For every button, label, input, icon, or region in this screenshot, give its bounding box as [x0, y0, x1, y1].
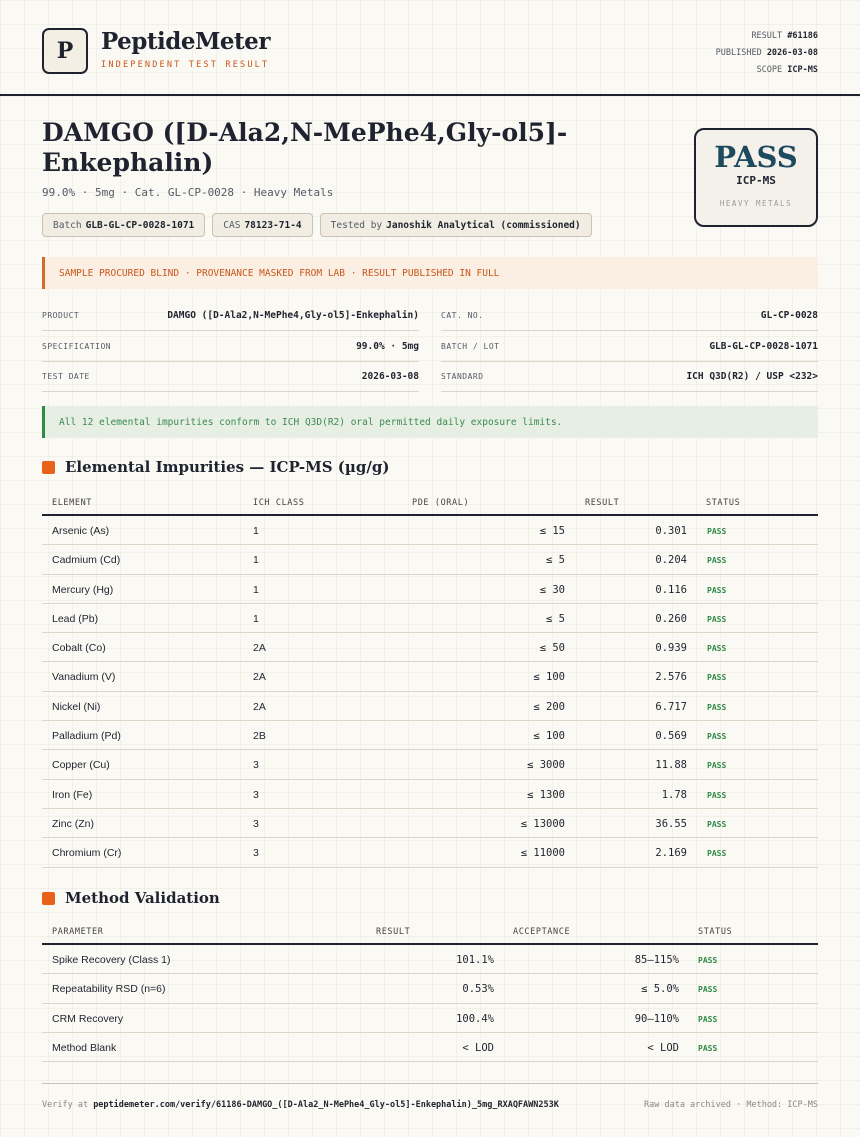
result-value: < LOD [462, 1041, 494, 1054]
result-value: 100.4% [456, 1012, 494, 1025]
table-row [42, 692, 818, 721]
result-value: 6.717 [655, 700, 687, 713]
ich-class: 2A [253, 642, 266, 655]
parameter-name: Spike Recovery (Class 1) [52, 954, 171, 966]
table-row [42, 750, 818, 779]
verify-link-line: Verify at peptidemeter.com/verify/61186-DAMGO_([D-Ala2_N-MePhe4_Gly-ol5]-Enkephalin)_5mg_RXAQFAWN253K [42, 1100, 559, 1110]
table-row [42, 545, 818, 574]
status-badge: PASS [707, 644, 727, 654]
acceptance-value: 90–110% [634, 1012, 679, 1025]
product-chips [42, 213, 592, 237]
impurities-table-header: ELEMENT ICH CLASS PDE (ORAL) RESULT STATUS [42, 487, 818, 516]
ich-class: 1 [253, 612, 259, 625]
meta-result: RESULT #61186 [751, 31, 818, 41]
ich-class: 3 [253, 817, 259, 830]
section-marker-icon [42, 461, 55, 474]
status-badge: PASS [707, 673, 727, 683]
spec-product: PRODUCT DAMGO ([D-Ala2,N-MePhe4,Gly-ol5]-Enkephalin) [42, 301, 419, 331]
impurities-heading: Elemental Impurities — ICP-MS (µg/g) [42, 458, 389, 476]
result-value: 0.301 [655, 525, 687, 537]
parameter-name: Repeatability RSD (n=6) [52, 983, 166, 996]
status-badge: PASS [698, 956, 718, 965]
batch-chip: Batch GLB-GL-CP-0028-1071 [42, 213, 205, 237]
validation-table [42, 916, 818, 1062]
status-badge: PASS [707, 527, 727, 536]
pde-limit: ≤ 1300 [527, 788, 565, 801]
element-name: Lead (Pb) [52, 612, 99, 625]
result-value: 0.260 [655, 612, 687, 625]
result-value: 0.116 [655, 583, 687, 596]
ich-class: 2A [253, 671, 266, 684]
verdict-method: ICP-MS [736, 174, 776, 187]
verify-link[interactable]: peptidemeter.com/verify/61186-DAMGO_([D-Ala2_N-MePhe4_Gly-ol5]-Enkephalin)_5mg_RXAQFAWN253K [93, 1100, 559, 1110]
spec-batch-lot: BATCH / LOT GLB-GL-CP-0028-1071 [441, 332, 818, 362]
pde-limit: ≤ 13000 [520, 817, 565, 830]
ich-class: 2A [253, 700, 266, 713]
ich-class: 3 [253, 759, 259, 772]
pde-limit: ≤ 15 [539, 525, 565, 537]
pde-limit: ≤ 5 [546, 554, 565, 567]
result-value: 0.204 [655, 554, 687, 567]
pde-limit: ≤ 100 [533, 671, 565, 684]
result-value: 1.78 [661, 788, 687, 801]
status-badge: PASS [707, 819, 727, 829]
parameter-name: Method Blank [52, 1041, 117, 1054]
acceptance-value: < LOD [647, 1041, 679, 1054]
section-marker-icon [42, 892, 55, 905]
product-subtitle: 99.0% · 5mg · Cat. GL-CP-0028 · Heavy Metals [42, 186, 334, 199]
table-row [42, 809, 818, 838]
spec-cat-no: CAT. NO. GL-CP-0028 [441, 301, 818, 331]
status-badge: PASS [707, 585, 727, 595]
table-row [42, 780, 818, 809]
table-row [42, 974, 818, 1003]
table-row [42, 516, 818, 545]
pde-limit: ≤ 3000 [527, 759, 565, 772]
validation-heading: Method Validation [42, 889, 220, 907]
spec-specification: SPECIFICATION 99.0% · 5mg [42, 332, 419, 362]
table-row [42, 633, 818, 662]
table-row [42, 838, 818, 867]
tested-by-chip: Tested by Janoshik Analytical (commissioned) [320, 213, 592, 237]
meta-scope: SCOPE ICP-MS [756, 65, 818, 75]
table-row [42, 1004, 818, 1033]
spec-test-date: TEST DATE 2026-03-08 [42, 362, 419, 392]
ich-class: 1 [253, 525, 259, 537]
status-badge: PASS [707, 732, 727, 742]
element-name: Mercury (Hg) [52, 583, 114, 596]
provenance-notice: SAMPLE PROCURED BLIND · PROVENANCE MASKED FROM LAB · RESULT PUBLISHED IN FULL [42, 257, 818, 289]
brand-name: PeptideMeter [101, 28, 270, 55]
acceptance-value: 85–115% [634, 954, 679, 966]
element-name: Nickel (Ni) [52, 700, 101, 713]
verdict-word: PASS [714, 140, 798, 174]
status-badge: PASS [707, 761, 727, 771]
status-badge: PASS [698, 1043, 718, 1053]
report-footer [42, 1083, 818, 1110]
result-value: 11.88 [655, 759, 687, 772]
status-badge: PASS [707, 556, 727, 566]
table-row [42, 721, 818, 750]
element-name: Cadmium (Cd) [52, 554, 121, 567]
ich-class: 3 [253, 847, 259, 860]
acceptance-value: ≤ 5.0% [641, 983, 679, 996]
element-name: Copper (Cu) [52, 759, 110, 772]
element-name: Zinc (Zn) [52, 817, 94, 830]
pde-limit: ≤ 11000 [520, 847, 565, 860]
table-row [42, 945, 818, 974]
product-title: DAMGO ([D-Ala2,N-MePhe4,Gly-ol5]-Enkephalin) [42, 118, 568, 177]
result-value: 0.939 [655, 642, 687, 655]
cas-chip: CAS 78123-71-4 [212, 213, 312, 237]
pde-limit: ≤ 5 [546, 612, 565, 625]
impurities-table [42, 487, 818, 868]
element-name: Arsenic (As) [52, 525, 110, 537]
element-name: Cobalt (Co) [52, 642, 106, 655]
element-name: Vanadium (V) [52, 671, 116, 684]
ich-class: 2B [253, 730, 266, 743]
pde-limit: ≤ 50 [539, 642, 565, 655]
pde-limit: ≤ 200 [533, 700, 565, 713]
verdict-stamp [694, 128, 818, 227]
status-badge: PASS [707, 702, 727, 712]
element-name: Chromium (Cr) [52, 847, 122, 860]
status-badge: PASS [698, 1014, 718, 1024]
result-value: 0.569 [655, 730, 687, 743]
ich-class: 1 [253, 583, 259, 596]
pde-limit: ≤ 30 [539, 583, 565, 596]
report-meta [716, 28, 818, 79]
status-badge: PASS [707, 790, 727, 800]
brand-logo: P [42, 28, 88, 74]
result-value: 2.169 [655, 847, 687, 860]
conformance-notice: All 12 elemental impurities conform to ICH Q3D(R2) oral permitted daily exposure limits. [42, 406, 818, 438]
brand-tagline: INDEPENDENT TEST RESULT [101, 60, 270, 70]
status-badge: PASS [698, 985, 718, 995]
status-badge: PASS [707, 849, 727, 859]
element-name: Palladium (Pd) [52, 730, 121, 743]
validation-table-header: PARAMETER RESULT ACCEPTANCE STATUS [42, 916, 818, 945]
result-value: 2.576 [655, 671, 687, 684]
parameter-name: CRM Recovery [52, 1012, 124, 1025]
meta-published: PUBLISHED 2026-03-08 [715, 48, 818, 58]
table-row [42, 604, 818, 633]
result-value: 36.55 [655, 817, 687, 830]
verdict-scope: HEAVY METALS [719, 199, 793, 208]
table-row [42, 1033, 818, 1062]
spec-standard: STANDARD ICH Q3D(R2) / USP <232> [441, 362, 818, 392]
status-badge: PASS [707, 614, 727, 624]
archive-note: Raw data archived · Method: ICP-MS [644, 1100, 818, 1110]
ich-class: 1 [253, 554, 259, 567]
table-row [42, 575, 818, 604]
result-value: 0.53% [462, 983, 494, 996]
ich-class: 3 [253, 788, 259, 801]
pde-limit: ≤ 100 [533, 730, 565, 743]
table-row [42, 662, 818, 691]
result-value: 101.1% [456, 954, 494, 966]
element-name: Iron (Fe) [52, 788, 93, 801]
report-header [0, 0, 860, 96]
